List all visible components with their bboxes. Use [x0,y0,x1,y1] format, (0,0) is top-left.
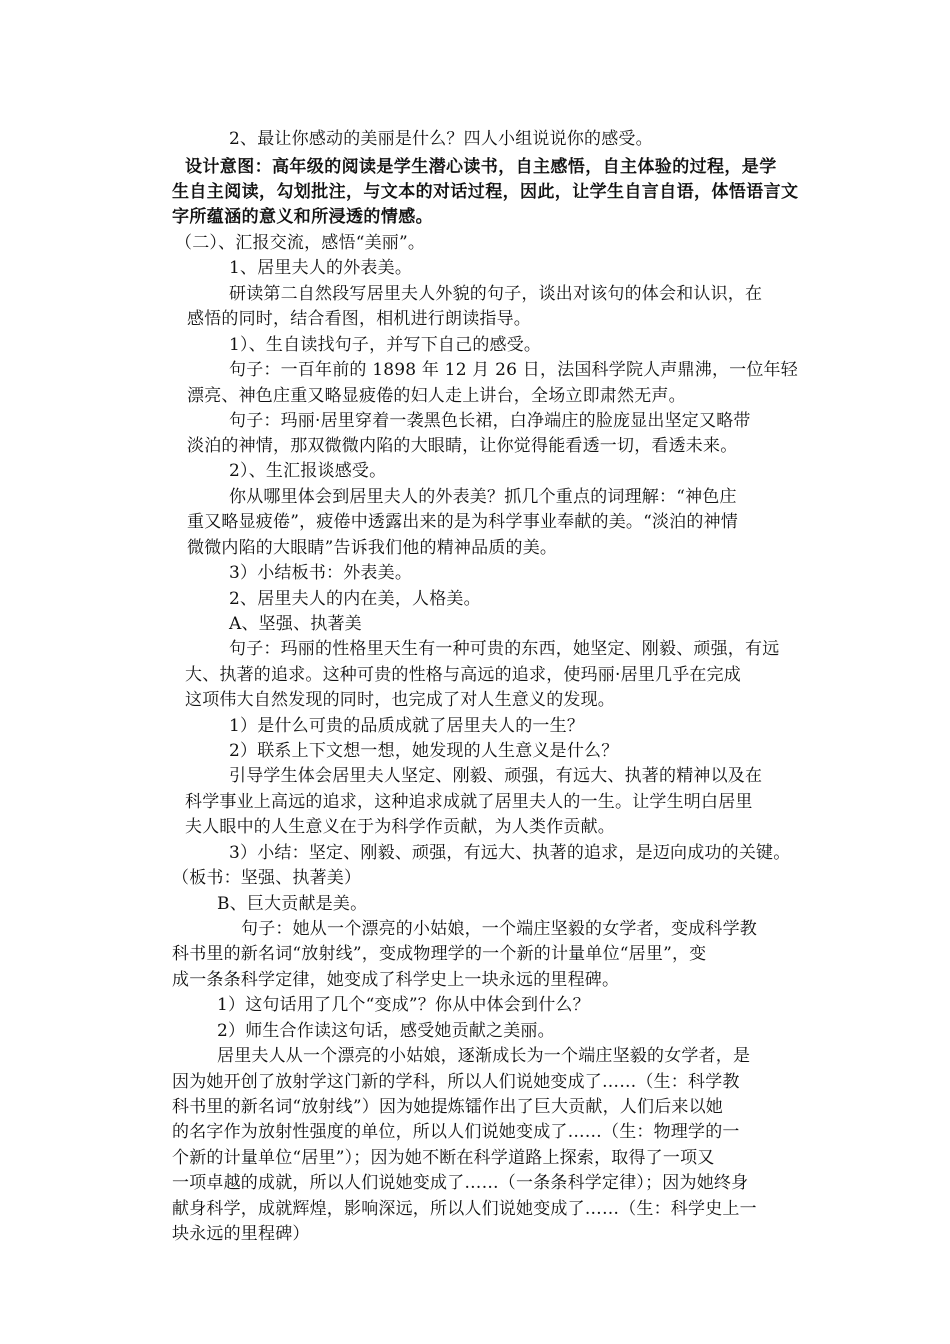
text-line: 漂亮、神色庄重又略显疲倦的妇人走上讲台，全场立即肃然无声。 [187,386,686,406]
text-line: 1）是什么可贵的品质成就了居里夫人的一生？ [229,716,585,736]
text-line: 句子：玛丽的性格里天生有一种可贵的东西，她坚定、刚毅、顽强，有远 [229,639,780,659]
text-line: 科书里的新名词“放射线”）因为她提炼镭作出了巨大贡献，人们后来以她 [172,1097,723,1117]
text-line: 2、最让你感动的美丽是什么？四人小组说说你的感受。 [229,129,653,149]
text-line: 感悟的同时，结合看图，相机进行朗读指导。 [187,309,531,329]
text-line: 引导学生体会居里夫人坚定、刚毅、顽强，有远大、执著的精神以及在 [229,766,763,786]
text-line: 3）小结板书：外表美。 [229,563,413,583]
text-line: 2、居里夫人的内在美，人格美。 [229,589,481,609]
text-line: 1）这句话用了几个“变成”？你从中体会到什么？ [217,995,590,1015]
text-line: A、坚强、执著美 [229,614,362,634]
text-line: 研读第二自然段写居里夫人外貌的句子，谈出对该句的体会和认识，在 [229,284,763,304]
text-line: 1、居里夫人的外表美。 [229,258,413,278]
design-intent-line: 字所蕴涵的意义和所浸透的情感。 [172,207,433,227]
text-line: 一项卓越的成就，所以人们说她变成了……（一条条科学定律）；因为她终身 [172,1173,749,1193]
text-line: 重又略显疲倦”，疲倦中透露出来的是为科学事业奉献的美。“淡泊的神情 [187,512,738,532]
text-line: 句子：她从一个漂亮的小姑娘，一个端庄坚毅的女学者，变成科学教 [241,919,757,939]
design-intent-line: 设计意图：高年级的阅读是学生潜心读书，自主感悟，自主体验的过程，是学 [185,157,777,177]
text-line: 2）师生合作读这句话，感受她贡献之美丽。 [217,1021,555,1041]
text-line: 淡泊的神情，那双微微内陷的大眼睛，让你觉得能看透一切，看透未来。 [187,436,738,456]
text-line: 2）、生汇报谈感受。 [229,461,387,481]
text-line: 块永远的里程碑） [172,1224,310,1244]
text-line: 献身科学，成就辉煌，影响深远，所以人们说她变成了……（生：科学史上一 [172,1199,757,1219]
text-line: 居里夫人从一个漂亮的小姑娘，逐渐成长为一个端庄坚毅的女学者，是 [217,1046,751,1066]
text-line: B、巨大贡献是美。 [217,894,368,914]
text-line: 的名字作为放射性强度的单位，所以人们说她变成了……（生：物理学的一 [172,1122,740,1142]
text-line: 这项伟大自然发现的同时，也完成了对人生意义的发现。 [185,690,615,710]
text-line: 成一条条科学定律，她变成了科学史上一块永远的里程碑。 [172,970,620,990]
text-line: 微微内陷的大眼睛”告诉我们他的精神品质的美。 [187,538,558,558]
text-line: 2）联系上下文想一想，她发现的人生意义是什么？ [229,741,619,761]
design-intent-line: 生自主阅读，勾划批注，与文本的对话过程，因此，让学生自言自语，体悟语言文 [172,182,799,202]
section-heading: （二）、汇报交流，感悟“美丽”。 [175,233,426,253]
text-line: 个新的计量单位“居里”）；因为她不断在科学道路上探索，取得了一项又 [172,1148,715,1168]
text-line: 1）、生自读找句子，并写下自己的感受。 [229,335,542,355]
text-line: 夫人眼中的人生意义在于为科学作贡献，为人类作贡献。 [185,817,615,837]
text-line: 句子：玛丽·居里穿着一袭黑色长裙，白净端庄的脸庞显出坚定又略带 [229,411,751,431]
text-line: 大、执著的追求。这种可贵的性格与高远的追求，使玛丽·居里几乎在完成 [185,665,742,685]
text-line: 3）小结：坚定、刚毅、顽强，有远大、执著的追求，是迈向成功的关键。 [229,843,791,863]
text-line: 你从哪里体会到居里夫人的外表美？抓几个重点的词理解：“神色庄 [229,487,737,507]
text-line: 句子：一百年前的 1898 年 12 月 26 日，法国科学院人声鼎沸，一位年轻 [229,360,798,380]
text-line: 科书里的新名词“放射线”，变成物理学的一个新的计量单位“居里”，变 [172,944,707,964]
text-line: 因为她开创了放射学这门新的学科，所以人们说她变成了……（生：科学教 [172,1072,740,1092]
text-line: （板书：坚强、执著美） [172,868,362,888]
text-line: 科学事业上高远的追求，这种追求成就了居里夫人的一生。让学生明白居里 [185,792,753,812]
